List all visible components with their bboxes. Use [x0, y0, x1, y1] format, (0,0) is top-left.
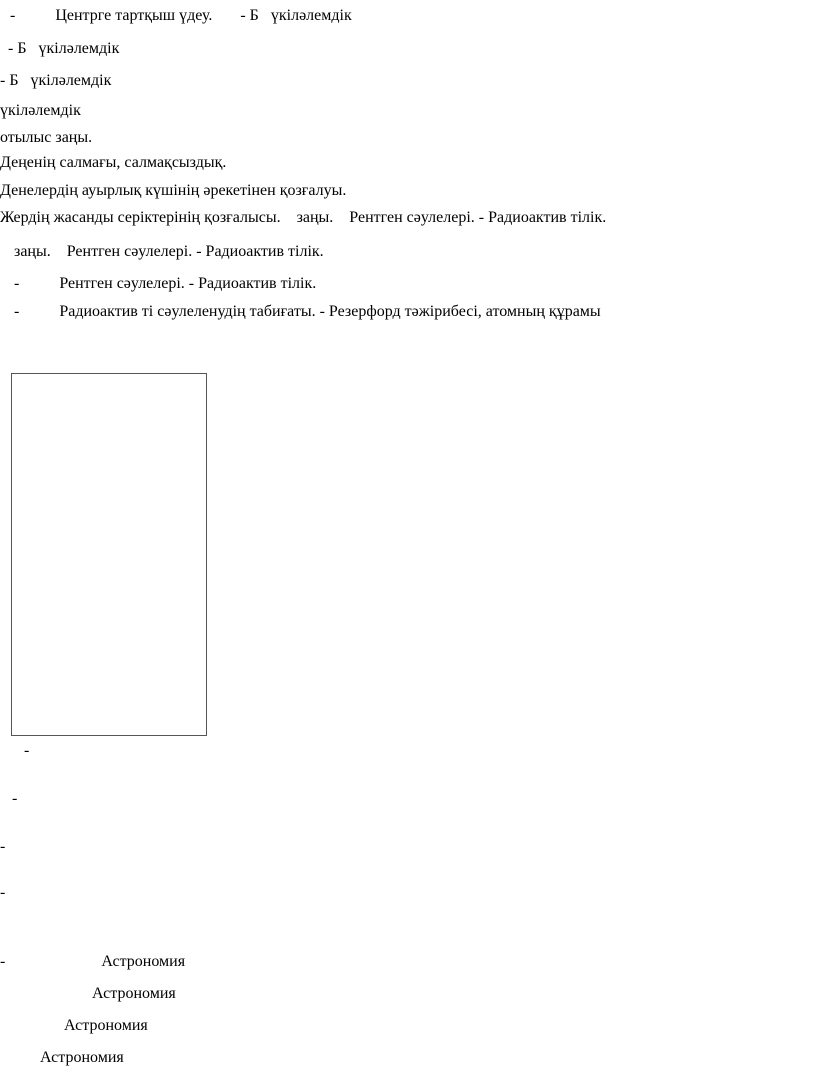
text-line-19: Астрономия	[0, 1017, 148, 1034]
text-line-5: отылыс заңы.	[0, 129, 93, 146]
text-line-11: - Радиоактив ті сәулеленудің табиғаты. - Резерфорд тәжірибесі, атомның құрамы	[6, 303, 601, 320]
text-line-9: заңы. Рентген сәулелері. - Радиоактив тілік.	[6, 243, 324, 260]
image-frame	[11, 373, 207, 736]
text-line-16: -	[0, 884, 6, 901]
text-line-10: - Рентген сәулелері. - Радиоактив тілік.	[6, 275, 317, 292]
text-line-3: - Б үкіләлемдік	[0, 72, 112, 89]
text-line-13: -	[0, 742, 30, 759]
text-line-1: - Центрге тартқыш үдеу. - Б үкіләлемдік	[10, 7, 352, 24]
text-line-18: Астрономия	[0, 985, 176, 1002]
text-line-7: Денелердің ауырлық күшінің әрекетінен қозғалуы.	[0, 182, 347, 199]
text-line-17: - Астрономия	[0, 953, 186, 970]
text-line-20: Астрономия	[0, 1049, 124, 1066]
text-line-15: -	[0, 838, 6, 855]
text-line-4: үкіләлемдік	[0, 102, 81, 119]
text-line-8: Жердің жасанды серіктерінің қозғалысы. заңы. Рентген сәулелері. - Радиоактив тілік.	[0, 209, 607, 226]
text-line-14: -	[0, 790, 18, 807]
text-line-6: Деңенің салмағы, салмақсыздық.	[0, 154, 227, 171]
text-line-2: - Б үкіләлемдік	[0, 40, 120, 57]
